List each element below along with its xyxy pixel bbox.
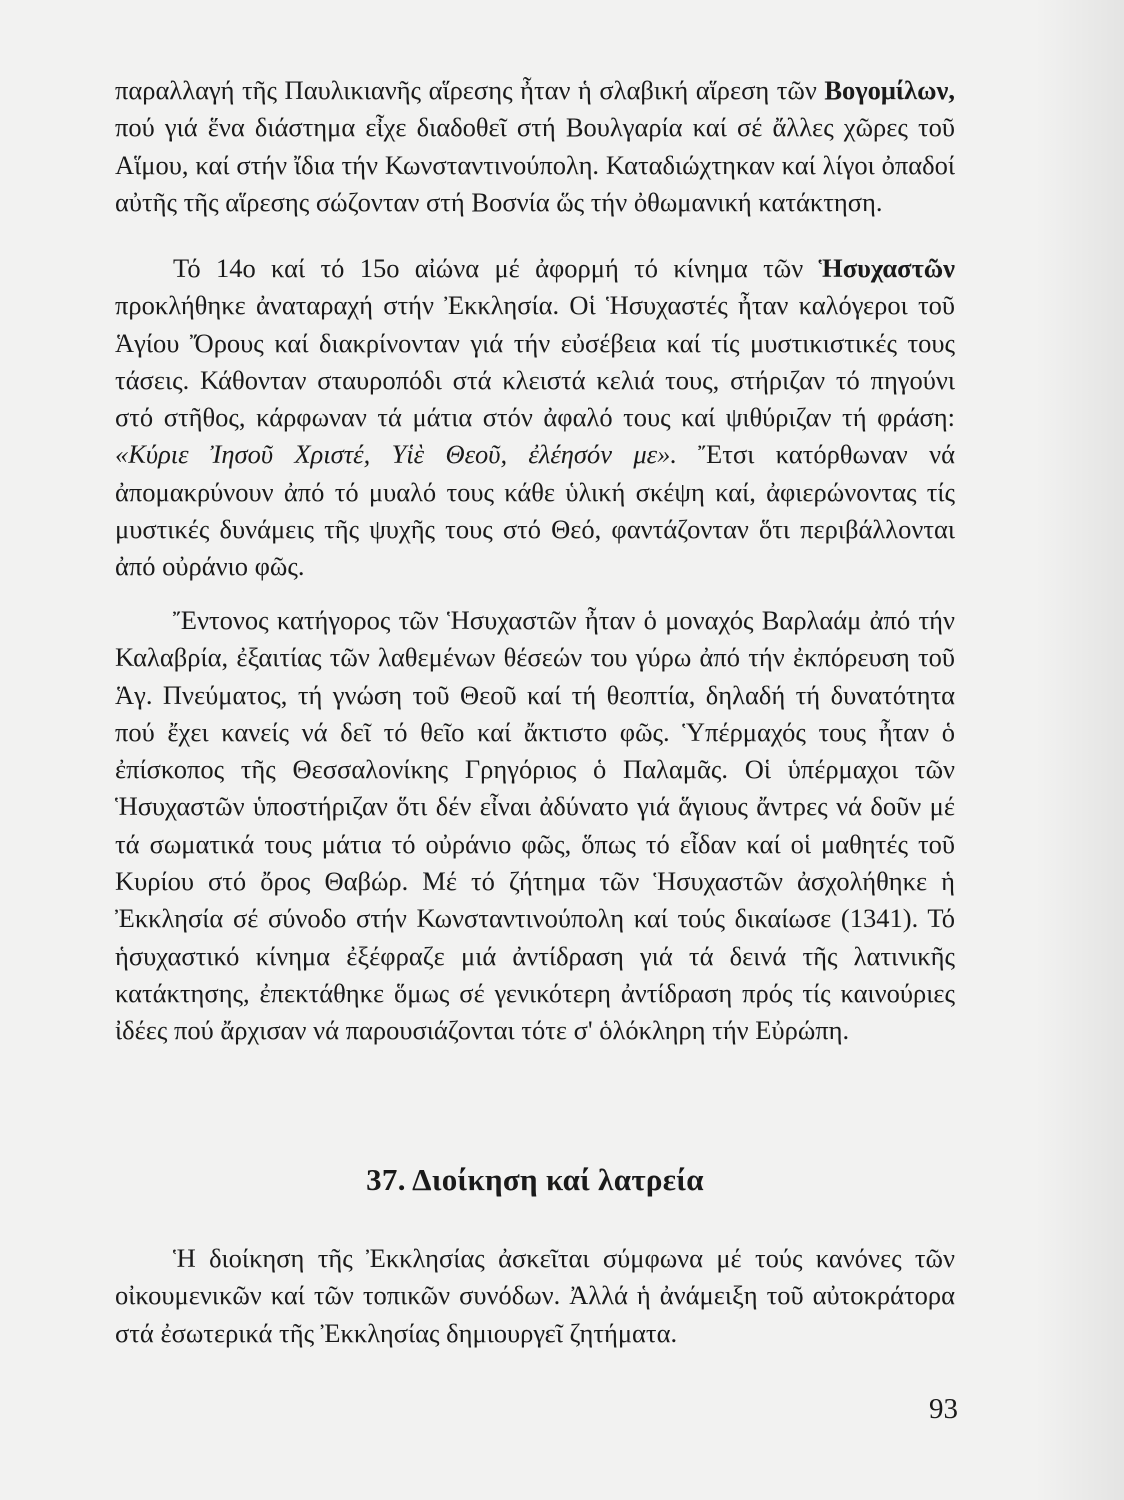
section-heading: 37. Διοίκηση καί λατρεία [366, 1162, 704, 1197]
term-hesychasts: Ἡσυχαστῶν [818, 253, 955, 283]
paragraph-administration [115, 1240, 955, 1352]
paragraph-4-text: Ἡ διοίκηση τῆς Ἐκκλησίας ἀσκεῖται σύμφωνα μέ τούς κανόνες τῶν οἰκουμενικῶν καί τῶν τοπικῶν συνόδων. Ἀλλά ἡ ἀνάμειξη τοῦ αὐτοκράτορα στά ἐσωτερικά τῆς Ἐκκλησίας δημιουργεῖ ζητήματα. [115, 1243, 955, 1348]
paragraph-1-text-b: πού γιά ἕνα διάστημα εἶχε διαδοθεῖ στή Βουλγαρία καί σέ ἄλλες χῶρες τοῦ Αἵμου, καί στήν ἴδια τήν Κωνσταντινούπολη. Καταδιώχτηκαν καί λίγοι ὀπαδοί αὐτῆς τῆς αἵρεσης σώζονταν στή Βοσνία ὥς τήν ὀθωμανική κατάκτηση. [115, 112, 955, 217]
jesus-prayer-quote: «Κύριε Ἰησοῦ Χριστέ, Υἱὲ Θεοῦ, ἐλέησόν με». [115, 439, 677, 470]
paragraph-barlaam [115, 602, 955, 1050]
paragraph-3-text: Ἔντονος κατήγορος τῶν Ἡσυχαστῶν ἦταν ὁ μοναχός Βαρλαάμ ἀπό τήν Καλαβρία, ἐξαιτίας τῶν λαθεμένων θέσεών του γύρω ἀπό τήν ἐκπόρευση τοῦ Ἁγ. Πνεύματος, τή γνώση τοῦ Θεοῦ καί τή θεοπτία, δηλαδή τή δυνατότητα πού ἔχει κανείς νά δεῖ τό θεῖο καί ἄκτιστο φῶς. Ὑπέρμαχός τους ἦταν ὁ ἐπίσκοπος τῆς Θεσσαλονίκης Γρηγόριος ὁ Παλαμᾶς. Οἱ ὑπέρμαχοι τῶν Ἡσυχαστῶν ὑποστήριζαν ὅτι δέν εἶναι ἀδύνατο γιά ἅγιους ἄντρες νά δοῦν μέ τά σωματικά τους μάτια τό οὐράνιο φῶς, ὅπως τό εἶδαν καί οἱ μαθητές τοῦ Κυρίου στό ὄρος Θαβώρ. Μέ τό ζήτημα τῶν Ἡσυχαστῶν ἀσχολήθηκε ἡ Ἐκκλησία σέ σύνοδο στήν Κωνσταντινούπολη καί τούς δικαίωσε (1341). Τό ἡσυχαστικό κίνημα ἐξέφραζε μιά ἀντίδραση γιά τά δεινά τῆς λατινικῆς κατάκτησης, ἐπεκτάθηκε ὅμως σέ γενικότερη ἀντίδραση πρός τίς καινούριες ἰδέες πού ἄρχισαν νά παρουσιάζονται τότε σ' ὁλόκληρη τήν Εὐρώπη. [115, 605, 955, 1046]
paragraph-1-text-a: παραλλαγή τῆς Παυλικιανῆς αἵρεσης ἦταν ἡ σλαβική αἵρεση τῶν [115, 75, 825, 105]
page-number: 93 [929, 1393, 958, 1425]
term-bogomils: Βογομίλων, [824, 75, 955, 105]
paragraph-2-text-b: προκλήθηκε ἀναταραχή στήν Ἐκκλησία. Οἱ Ἡσυχαστές ἦταν καλόγεροι τοῦ Ἁγίου Ὄρους καί διακρίνονταν γιά τήν εὐσέβεια καί τίς μυστικιστικές τους τάσεις. Κάθονταν σταυροπόδι στά κλειστά κελιά τους, στήριζαν τό πηγούνι στό στῆθος, κάρφωναν τά μάτια στόν ἀφαλό τους καί ψιθύριζαν τή φράση: [115, 290, 955, 433]
paragraph-hesychasts [115, 250, 955, 586]
paragraph-2-text-c: Ἔτσι κατόρθωναν νά ἀπομακρύνουν ἀπό τό μυαλό τους κάθε ὑλική σκέψη καί, ἀφιερώνοντας τίς μυστικές δυνάμεις τῆς ψυχῆς τους στό Θεό, φαντάζονταν ὅτι περιβάλλονται ἀπό οὐράνιο φῶς. [115, 439, 955, 582]
paragraph-bogomils [115, 72, 955, 221]
paragraph-2-text-a: Τό 14ο καί τό 15ο αἰώνα μέ ἀφορμή τό κίνημα τῶν [173, 253, 819, 283]
